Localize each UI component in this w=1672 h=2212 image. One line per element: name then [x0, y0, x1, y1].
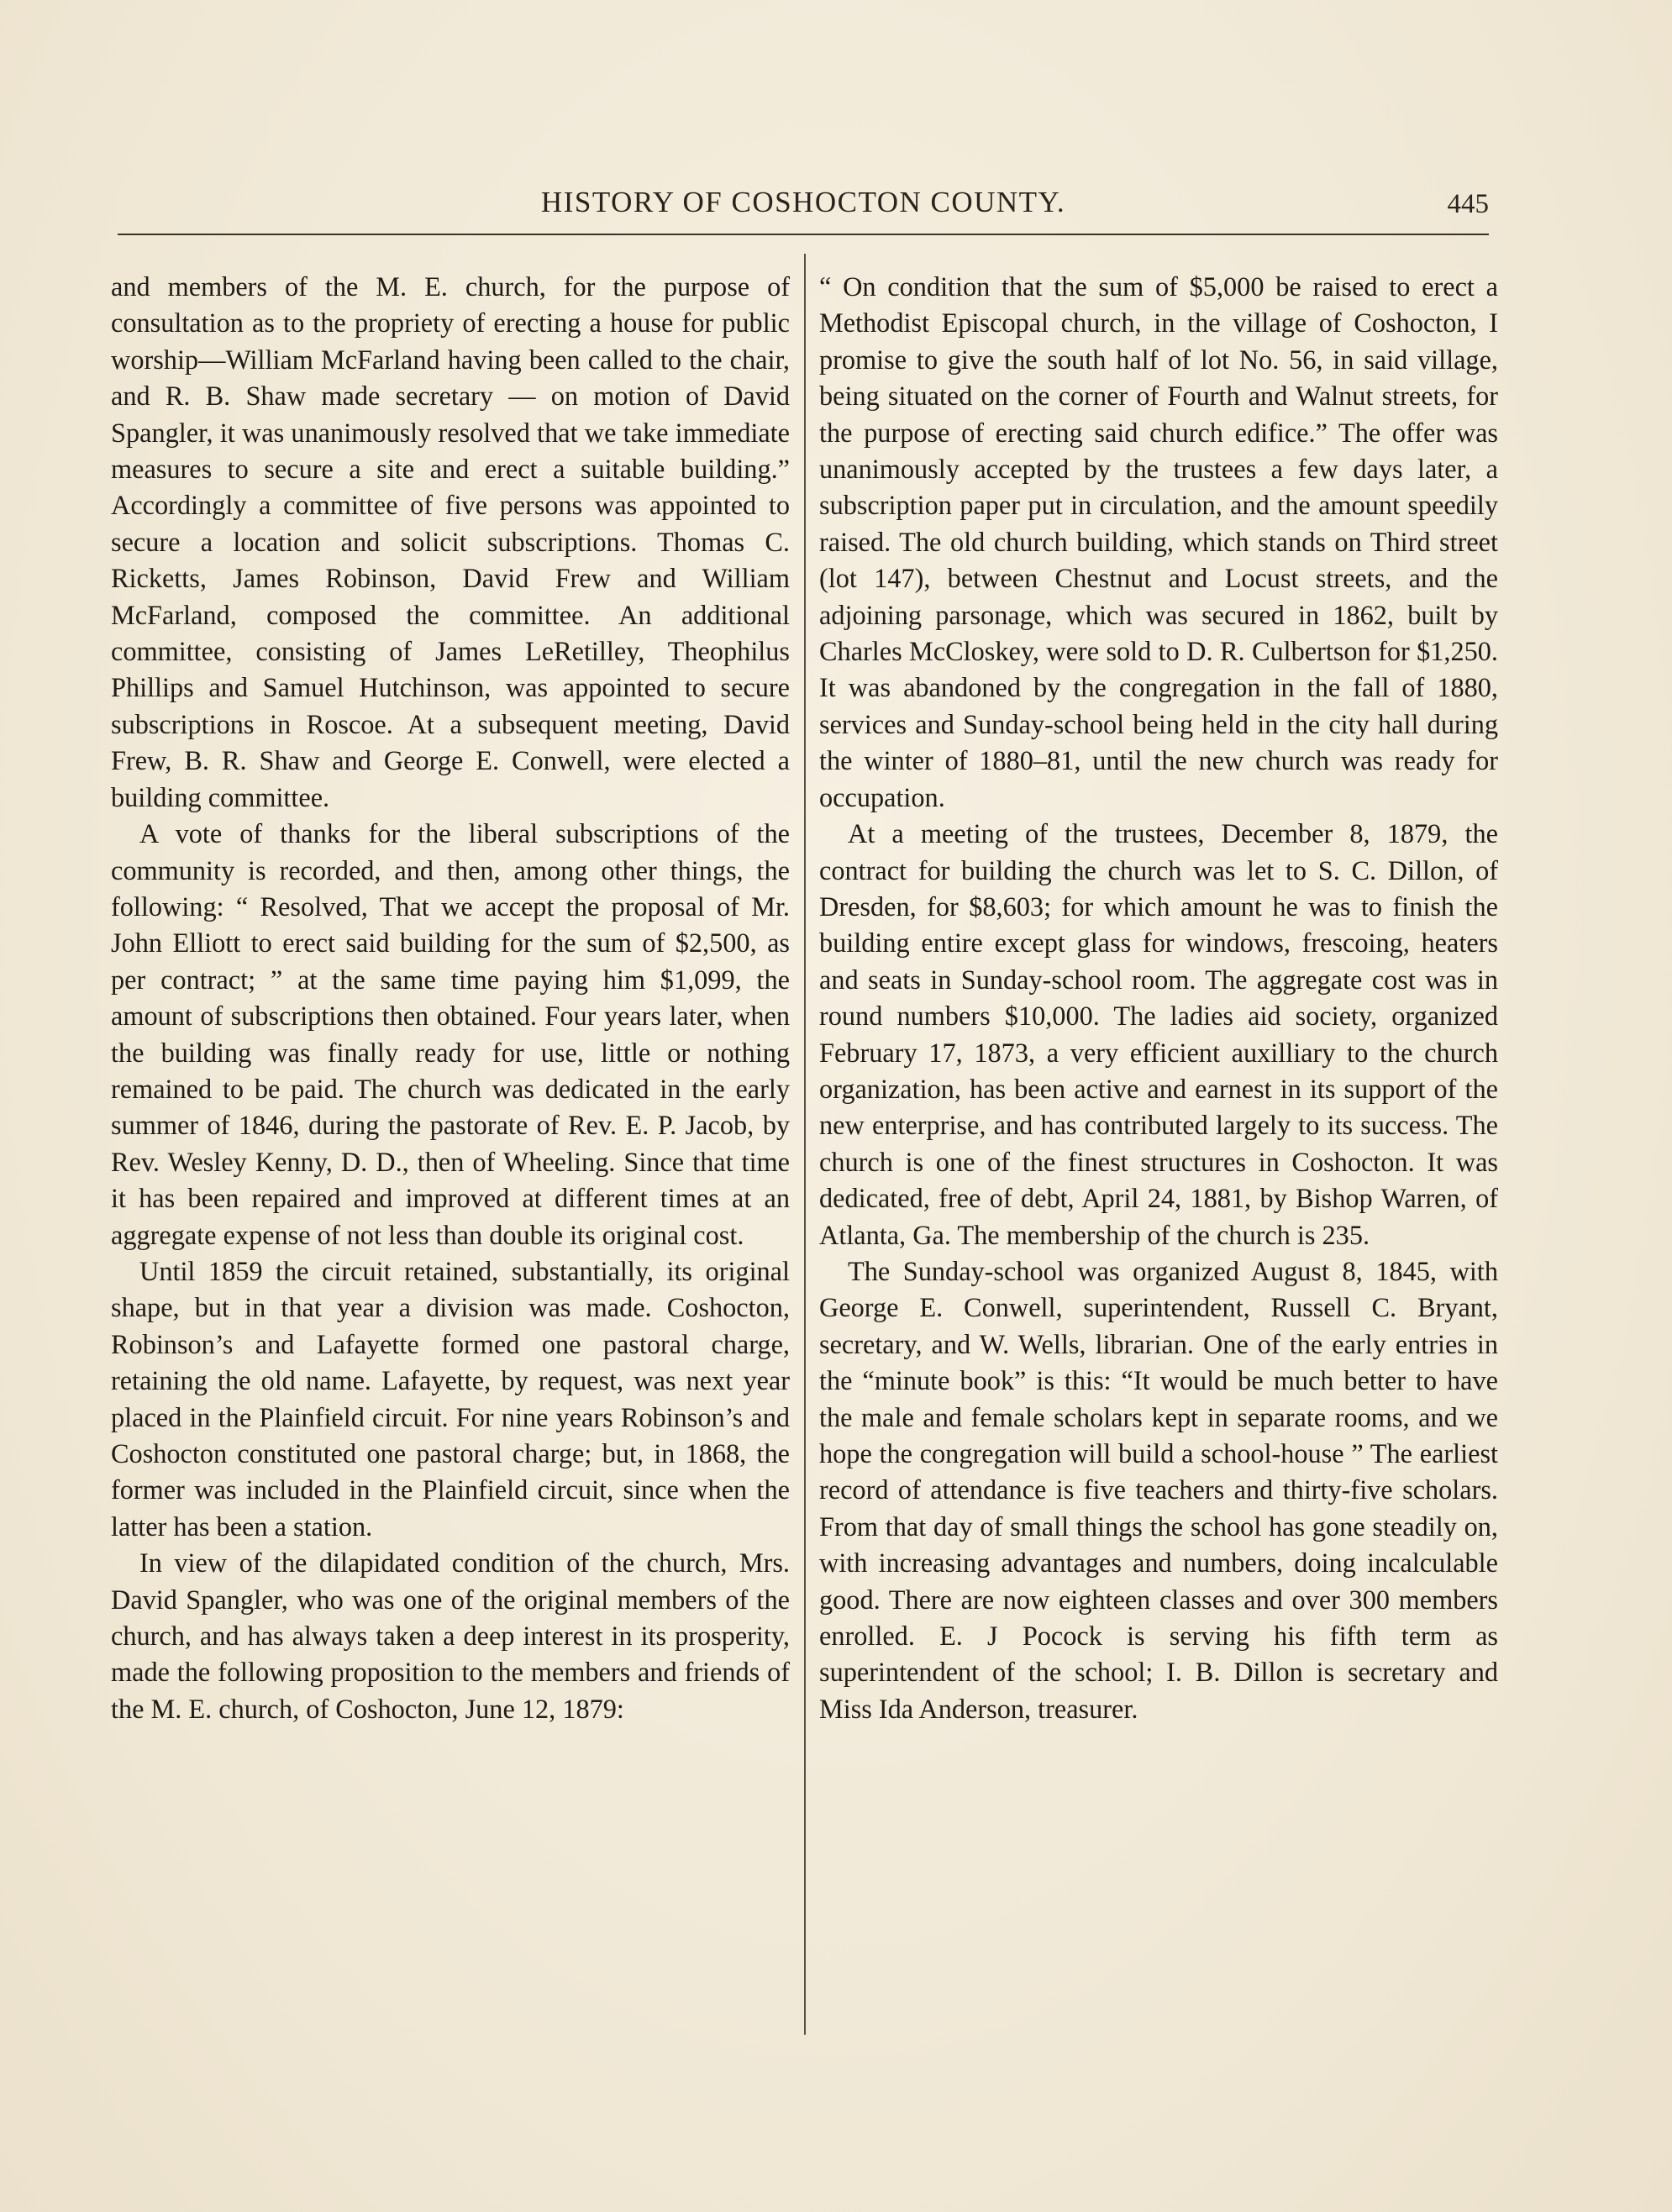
right-column [819, 269, 1498, 1727]
left-paragraph-1: and members of the M. E. church, for the purpose of consultation as to the propriety of erecting a house for public worship—William McFarland having been called to the chair, and R. B. Shaw made secretary — on motion of David Spangler, it was unanimously resolved that we take immediate measures to secure a site and erect a suitable building.” Accordingly a committee of five persons was appointed to secure a location and solicit subscriptions. Thomas C. Ricketts, James Robinson, David Frew and William McFarland, composed the committee. An additional committee, consisting of James LeRetilley, Theophilus Phillips and Samuel Hutchinson, was appointed to secure subscriptions in Roscoe. At a subsequent meeting, David Frew, B. R. Shaw and George E. Conwell, were elected a building committee. [111, 271, 790, 812]
running-title: HISTORY OF COSHOCTON COUNTY. [540, 186, 1066, 218]
running-head [118, 181, 1489, 232]
right-paragraph-2: At a meeting of the trustees, December 8, 1879, the contract for building the church was let to S. C. Dillon, of Dresden, for $8,603; for which amount he was to finish the building entire except glass for windows, frescoing, heaters and seats in Sunday-school room. The aggregate cost was in round numbers $10,000. The ladies aid society, organized February 17, 1873, a very efficient auxilliary to the church organization, has been active and earnest in its support of the new enterprise, and has contributed largely to its success. The church is one of the finest structures in Coshocton. It was dedicated, free of debt, April 24, 1881, by Bishop Warren, of Atlanta, Ga. The membership of the church is 235. [819, 818, 1498, 1250]
header-rule [118, 234, 1489, 235]
page-number: 445 [1447, 189, 1489, 219]
column-divider [804, 254, 806, 2035]
left-column [111, 269, 790, 1727]
right-paragraph-1: “ On condition that the sum of $5,000 be raised to erect a Methodist Episcopal church, in the village of Coshocton, I promise to give the south half of lot No. 56, in said village, being situated on the corner of Fourth and Walnut streets, for the purpose of erecting said church edifice.” The offer was unanimously accepted by the trustees a few days later, a subscription paper put in circulation, and the amount speedily raised. The old church building, which stands on Third street (lot 147), between Chestnut and Locust streets, and the adjoining parsonage, which was secured in 1862, built by Charles McCloskey, were sold to D. R. Culbertson for $1,250. It was abandoned by the congregation in the fall of 1880, services and Sunday-school being held in the city hall during the winter of 1880–81, until the new church was ready for occupation. [819, 271, 1498, 812]
right-paragraph-3: The Sunday-school was organized August 8, 1845, with George E. Conwell, superintendent, Russell C. Bryant, secretary, and W. Wells, librarian. One of the early entries in the “minute book” is this: “It would be much better to have the male and female scholars kept in separate rooms, and we hope the congregation will build a school-house ” The earliest record of attendance is five teachers and thirty-five scholars. From that day of small things the school has gone steadily on, with increasing advantages and numbers, doing incalculable good. There are now eighteen classes and over 300 members enrolled. E. J Pocock is serving his fifth term as superintendent of the school; I. B. Dillon is secretary and Miss Ida Anderson, treasurer. [819, 1255, 1498, 1724]
left-paragraph-3: Until 1859 the circuit retained, substantially, its original shape, but in that year a division was made. Coshocton, Robinson’s and Lafayette formed one pastoral charge, retaining the old name. Lafayette, by request, was next year placed in the Plainfield circuit. For nine years Robinson’s and Coshocton constituted one pastoral charge; but, in 1868, the former was included in the Plainfield circuit, since when the latter has been a station. [111, 1255, 790, 1542]
left-paragraph-2: A vote of thanks for the liberal subscriptions of the community is recorded, and then, among other things, the following: “ Resolved, That we accept the proposal of Mr. John Elliott to erect said building for the sum of $2,500, as per contract; ” at the same time paying him $1,099, the amount of subscriptions then obtained. Four years later, when the building was finally ready for use, little or nothing remained to be paid. The church was dedicated in the early summer of 1846, during the pastorate of Rev. E. P. Jacob, by Rev. Wesley Kenny, D. D., then of Wheeling. Since that time it has been repaired and improved at different times at an aggregate expense of not less than double its original cost. [111, 818, 790, 1250]
left-paragraph-4: In view of the dilapidated condition of the church, Mrs. David Spangler, who was one of the original members of the church, and has always taken a deep interest in its prosperity, made the following proposition to the members and friends of the M. E. church, of Coshocton, June 12, 1879: [111, 1547, 790, 1724]
